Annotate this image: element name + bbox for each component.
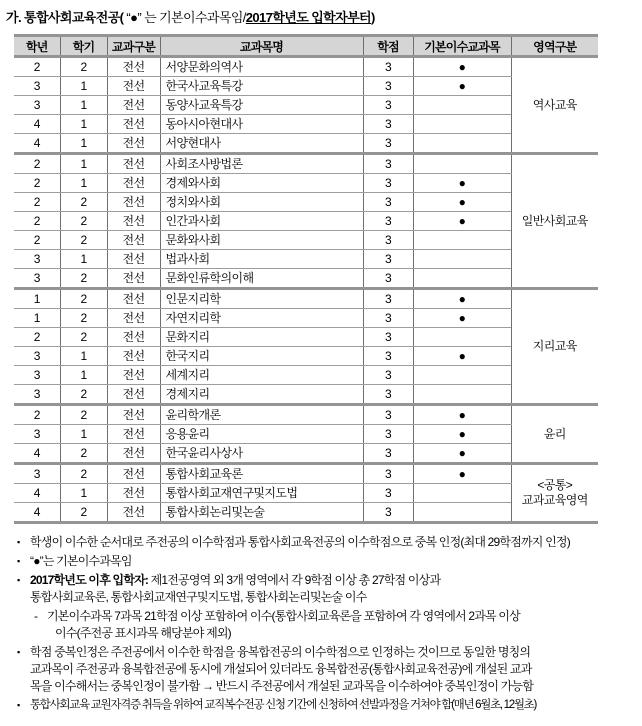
year-cell: 3 xyxy=(14,347,60,366)
footnote-text: 기본이수과목 7과목 21학점 이상 포함하여 이수(통합사회교육론을 포함하여 각 영역에서 2과목 이상 이수(주전공 표시과목 해당분야 제외) xyxy=(47,609,520,640)
footnote xyxy=(17,644,636,695)
table-row xyxy=(14,174,598,193)
basic-course-cell xyxy=(413,484,511,503)
basic-course-dot: ● xyxy=(413,174,511,193)
footnote-marker: - xyxy=(34,609,38,623)
semester-cell: 1 xyxy=(60,425,107,444)
basic-course-dot: ● xyxy=(413,309,511,328)
course-name-cell: 사회조사방법론 xyxy=(160,154,363,174)
table-row xyxy=(14,366,598,385)
credits-cell: 3 xyxy=(363,96,413,115)
area-cell: 지리교육 xyxy=(511,289,598,405)
footnote-marker: ▪ xyxy=(17,537,20,547)
footnote xyxy=(34,608,636,642)
basic-course-cell xyxy=(413,96,511,115)
table-row xyxy=(14,385,598,405)
table-row xyxy=(14,115,598,134)
table-row xyxy=(14,231,598,250)
footnote-marker: ▪ xyxy=(17,700,19,710)
semester-cell: 2 xyxy=(60,385,107,405)
year-cell: 3 xyxy=(14,96,60,115)
year-cell: 2 xyxy=(14,231,60,250)
footnote-text: 학점 중복인정은 주전공에서 이수한 학점을 융복합전공의 이수학점으로 인정하는 것이므로 동일한 명칭의 교과목이 주전공과 융복합전공에 동시에 개설되어 있더라도 융복합전공(통합사회교육전공)에 개설된 교과 목을 이수해서는 중복인정이 불가함 → 반드시 주전공에서 개설된 교과목을 이수하여야 중복인정이 가능함 xyxy=(30,645,534,693)
credits-cell: 3 xyxy=(363,212,413,231)
basic-course-dot: ● xyxy=(413,289,511,309)
footnote xyxy=(17,534,636,551)
year-cell: 3 xyxy=(14,366,60,385)
basic-course-cell xyxy=(413,385,511,405)
basic-course-dot: ● xyxy=(413,193,511,212)
course-name-cell: 법과사회 xyxy=(160,250,363,269)
year-cell: 3 xyxy=(14,250,60,269)
basic-course-dot: ● xyxy=(413,425,511,444)
header-area: 영역구분 xyxy=(511,36,598,57)
year-cell: 2 xyxy=(14,405,60,425)
course-name-cell: 응용윤리 xyxy=(160,425,363,444)
category-cell: 전선 xyxy=(107,484,160,503)
basic-course-cell xyxy=(413,269,511,289)
table-row xyxy=(14,96,598,115)
credits-cell: 3 xyxy=(363,250,413,269)
course-name-cell: 경제지리 xyxy=(160,385,363,405)
title-prefix: 가. 통합사회교육전공( xyxy=(6,10,124,25)
category-cell: 전선 xyxy=(107,366,160,385)
course-name-cell: 통합사회교재연구및지도법 xyxy=(160,484,363,503)
semester-cell: 1 xyxy=(60,366,107,385)
credits-cell: 3 xyxy=(363,193,413,212)
basic-course-dot: ● xyxy=(413,444,511,464)
basic-course-dot: ● xyxy=(413,77,511,96)
course-name-cell: 서양문화의역사 xyxy=(160,57,363,77)
category-cell: 전선 xyxy=(107,269,160,289)
year-cell: 2 xyxy=(14,328,60,347)
course-name-cell: 서양현대사 xyxy=(160,134,363,154)
table-row xyxy=(14,77,598,96)
semester-cell: 2 xyxy=(60,212,107,231)
year-cell: 3 xyxy=(14,385,60,405)
semester-cell: 2 xyxy=(60,464,107,484)
basic-course-dot: ● xyxy=(413,464,511,484)
footnote xyxy=(17,572,636,606)
course-table-header xyxy=(14,36,598,57)
category-cell: 전선 xyxy=(107,503,160,523)
header-credits: 학점 xyxy=(363,36,413,57)
basic-course-dot: ● xyxy=(413,347,511,366)
credits-cell: 3 xyxy=(363,405,413,425)
basic-course-cell xyxy=(413,250,511,269)
basic-course-cell xyxy=(413,115,511,134)
category-cell: 전선 xyxy=(107,115,160,134)
basic-course-cell xyxy=(413,134,511,154)
table-row xyxy=(14,484,598,503)
page-title xyxy=(6,7,636,26)
credits-cell: 3 xyxy=(363,231,413,250)
category-cell: 전선 xyxy=(107,96,160,115)
header-category: 교과구분 xyxy=(107,36,160,57)
course-name-cell: 동아시아현대사 xyxy=(160,115,363,134)
basic-course-cell xyxy=(413,503,511,523)
table-row xyxy=(14,57,598,77)
year-cell: 2 xyxy=(14,154,60,174)
course-name-cell: 윤리학개론 xyxy=(160,405,363,425)
semester-cell: 2 xyxy=(60,405,107,425)
basic-course-cell xyxy=(413,154,511,174)
credits-cell: 3 xyxy=(363,444,413,464)
semester-cell: 1 xyxy=(60,250,107,269)
year-cell: 1 xyxy=(14,309,60,328)
year-cell: 2 xyxy=(14,57,60,77)
credits-cell: 3 xyxy=(363,484,413,503)
semester-cell: 1 xyxy=(60,174,107,193)
category-cell: 전선 xyxy=(107,250,160,269)
basic-course-dot: ● xyxy=(413,405,511,425)
year-cell: 3 xyxy=(14,269,60,289)
category-cell: 전선 xyxy=(107,193,160,212)
course-name-cell: 문화지리 xyxy=(160,328,363,347)
category-cell: 전선 xyxy=(107,309,160,328)
table-row xyxy=(14,193,598,212)
basic-course-cell xyxy=(413,231,511,250)
credits-cell: 3 xyxy=(363,309,413,328)
semester-cell: 2 xyxy=(60,503,107,523)
course-name-cell: 한국지리 xyxy=(160,347,363,366)
course-name-cell: 동양사교육특강 xyxy=(160,96,363,115)
semester-cell: 2 xyxy=(60,289,107,309)
area-cell: 윤리 xyxy=(511,405,598,464)
year-cell: 3 xyxy=(14,464,60,484)
footnote-marker: ▪ xyxy=(17,575,20,585)
footnote-text: 학생이 이수한 순서대로 주전공의 이수학점과 통합사회교육전공의 이수학점으로 중복 인정(최대 29학점까지 인정) xyxy=(30,535,570,549)
course-name-cell: 인간과사회 xyxy=(160,212,363,231)
semester-cell: 1 xyxy=(60,347,107,366)
category-cell: 전선 xyxy=(107,328,160,347)
course-name-cell: 경제와사회 xyxy=(160,174,363,193)
footnote xyxy=(17,697,636,714)
title-suffix: ) xyxy=(371,10,375,25)
table-row xyxy=(14,134,598,154)
year-cell: 2 xyxy=(14,174,60,193)
header-semester: 학기 xyxy=(60,36,107,57)
year-cell: 4 xyxy=(14,134,60,154)
semester-cell: 2 xyxy=(60,193,107,212)
category-cell: 전선 xyxy=(107,212,160,231)
credits-cell: 3 xyxy=(363,347,413,366)
course-name-cell: 문화인류학의이해 xyxy=(160,269,363,289)
category-cell: 전선 xyxy=(107,231,160,250)
course-name-cell: 한국윤리사상사 xyxy=(160,444,363,464)
category-cell: 전선 xyxy=(107,425,160,444)
semester-cell: 2 xyxy=(60,269,107,289)
credits-cell: 3 xyxy=(363,328,413,347)
year-cell: 4 xyxy=(14,503,60,523)
category-cell: 전선 xyxy=(107,289,160,309)
year-cell: 4 xyxy=(14,484,60,503)
header-year: 학년 xyxy=(14,36,60,57)
course-name-cell: 인문지리학 xyxy=(160,289,363,309)
credits-cell: 3 xyxy=(363,174,413,193)
table-row xyxy=(14,154,598,174)
credits-cell: 3 xyxy=(363,77,413,96)
course-table xyxy=(14,34,598,524)
table-row xyxy=(14,309,598,328)
credits-cell: 3 xyxy=(363,464,413,484)
basic-course-cell xyxy=(413,328,511,347)
course-name-cell: 문화와사회 xyxy=(160,231,363,250)
credits-cell: 3 xyxy=(363,385,413,405)
category-cell: 전선 xyxy=(107,134,160,154)
course-name-cell: 자연지리학 xyxy=(160,309,363,328)
table-row xyxy=(14,269,598,289)
footnote-text: 2017학년도 이후 입학자: 제1전공영역 외 3개 영역에서 각 9학점 이상 총 27학점 이상과 통합사회교육론, 통합사회교재연구및지도법, 통합사회논리및논술 이수 xyxy=(30,573,441,604)
basic-course-cell xyxy=(413,366,511,385)
course-name-cell: 정치와사회 xyxy=(160,193,363,212)
table-row xyxy=(14,347,598,366)
year-cell: 2 xyxy=(14,212,60,231)
table-row xyxy=(14,425,598,444)
year-cell: 1 xyxy=(14,289,60,309)
category-cell: 전선 xyxy=(107,77,160,96)
footnote-text: “●”는 기본이수과목임 xyxy=(30,554,132,568)
credits-cell: 3 xyxy=(363,503,413,523)
area-cell: 역사교육 xyxy=(511,57,598,154)
semester-cell: 1 xyxy=(60,115,107,134)
footnote-bold-lead: 2017학년도 이후 입학자: xyxy=(30,573,149,587)
category-cell: 전선 xyxy=(107,385,160,405)
category-cell: 전선 xyxy=(107,174,160,193)
year-cell: 4 xyxy=(14,115,60,134)
footnotes xyxy=(17,534,636,714)
year-cell: 3 xyxy=(14,425,60,444)
category-cell: 전선 xyxy=(107,464,160,484)
basic-course-dot: ● xyxy=(413,57,511,77)
credits-cell: 3 xyxy=(363,366,413,385)
title-underlined-year: 2017학년도 입학자부터 xyxy=(245,10,371,25)
category-cell: 전선 xyxy=(107,347,160,366)
table-row xyxy=(14,444,598,464)
table-row xyxy=(14,289,598,309)
semester-cell: 2 xyxy=(60,444,107,464)
category-cell: 전선 xyxy=(107,154,160,174)
year-cell: 2 xyxy=(14,193,60,212)
course-table-body xyxy=(14,57,598,523)
credits-cell: 3 xyxy=(363,134,413,154)
course-name-cell: 통합사회교육론 xyxy=(160,464,363,484)
basic-course-dot: ● xyxy=(413,212,511,231)
category-cell: 전선 xyxy=(107,405,160,425)
year-cell: 3 xyxy=(14,77,60,96)
table-row xyxy=(14,464,598,484)
credits-cell: 3 xyxy=(363,154,413,174)
course-name-cell: 한국사교육특강 xyxy=(160,77,363,96)
table-row xyxy=(14,503,598,523)
header-basic-course: 기본이수교과목 xyxy=(413,36,511,57)
semester-cell: 1 xyxy=(60,154,107,174)
table-row xyxy=(14,328,598,347)
area-cell: <공통> 교과교육영역 xyxy=(511,464,598,523)
credits-cell: 3 xyxy=(363,115,413,134)
semester-cell: 1 xyxy=(60,484,107,503)
semester-cell: 1 xyxy=(60,96,107,115)
semester-cell: 1 xyxy=(60,77,107,96)
footnote-marker: ▪ xyxy=(17,647,20,657)
credits-cell: 3 xyxy=(363,269,413,289)
category-cell: 전선 xyxy=(107,57,160,77)
table-row xyxy=(14,212,598,231)
credits-cell: 3 xyxy=(363,57,413,77)
semester-cell: 2 xyxy=(60,309,107,328)
course-name-cell: 세계지리 xyxy=(160,366,363,385)
semester-cell: 1 xyxy=(60,134,107,154)
footnote-marker: ▪ xyxy=(17,556,20,566)
title-legend: “●” 는 기본이수과목임/ xyxy=(123,10,246,25)
semester-cell: 2 xyxy=(60,231,107,250)
header-course-name: 교과목명 xyxy=(160,36,363,57)
semester-cell: 2 xyxy=(60,57,107,77)
course-name-cell: 통합사회논리및논술 xyxy=(160,503,363,523)
year-cell: 4 xyxy=(14,444,60,464)
footnote xyxy=(17,553,636,570)
table-row xyxy=(14,405,598,425)
area-cell: 일반사회교육 xyxy=(511,154,598,289)
semester-cell: 2 xyxy=(60,328,107,347)
category-cell: 전선 xyxy=(107,444,160,464)
credits-cell: 3 xyxy=(363,425,413,444)
table-row xyxy=(14,250,598,269)
footnote-text: 통합사회교육 교원자격증 취득을 위하여 교직복수전공 신청 기간에 신청하여 선발과정을 거쳐야 함(매년 6월초, 12월초) xyxy=(30,699,537,711)
credits-cell: 3 xyxy=(363,289,413,309)
